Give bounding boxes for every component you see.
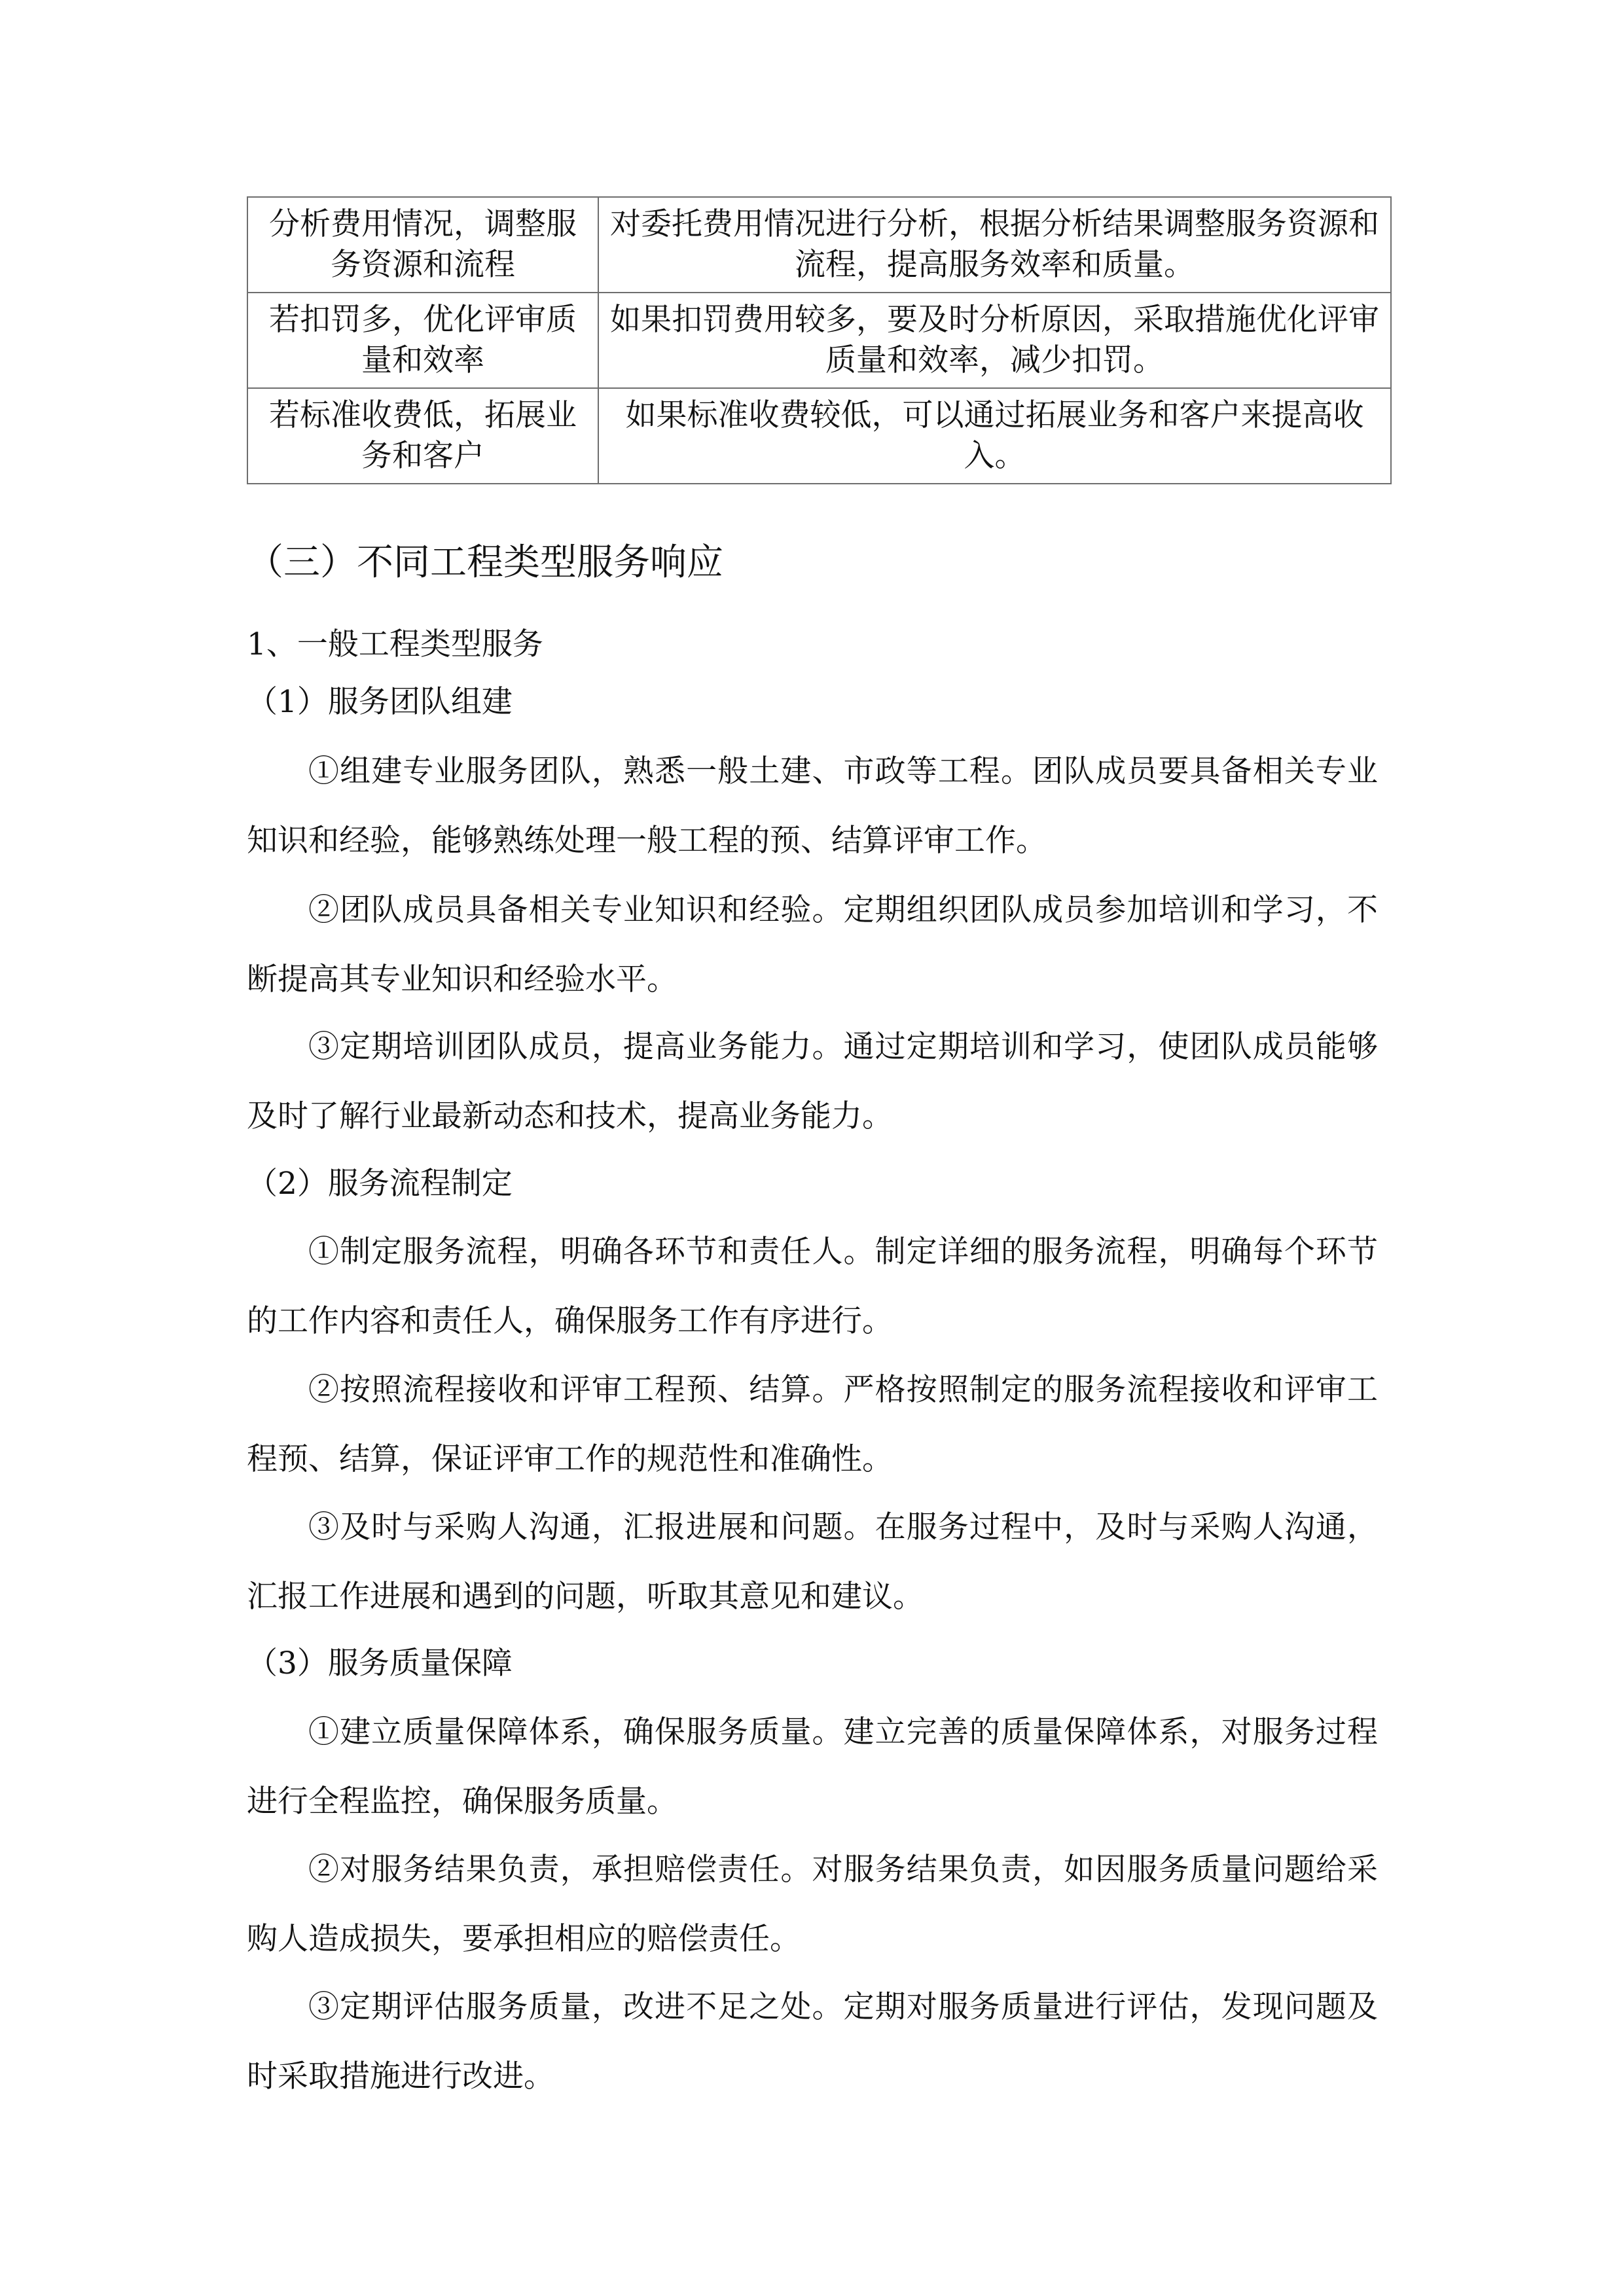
section-title: （三）不同工程类型服务响应 (247, 541, 723, 584)
paragraph: ②对服务结果负责，承担赔偿责任。对服务结果负责，如因服务质量问题给采购人造成损失，要承担相应的赔偿责任。 (247, 1852, 1378, 1957)
group-heading: （2）服务流程制定 (247, 1166, 513, 1202)
table-cell-measure: 若标准收费低，拓展业务和客户 (247, 388, 598, 484)
table-cell-description: 对委托费用情况进行分析，根据分析结果调整服务资源和流程，提高服务效率和质量。 (598, 197, 1391, 293)
group-heading: （3）服务质量保障 (247, 1645, 513, 1681)
paragraph: ①制定服务流程，明确各环节和责任人。制定详细的服务流程，明确每个环节的工作内容和责任人，确保服务工作有序进行。 (247, 1234, 1378, 1339)
table-row (247, 388, 1391, 484)
paragraph: ①建立质量保障体系，确保服务质量。建立完善的质量保障体系，对服务过程进行全程监控，确保服务质量。 (247, 1714, 1378, 1820)
table-cell-description: 如果扣罚费用较多，要及时分析原因，采取措施优化评审质量和效率，减少扣罚。 (598, 293, 1391, 388)
table-cell-description: 如果标准收费较低，可以通过拓展业务和客户来提高收入。 (598, 388, 1391, 484)
table-row (247, 293, 1391, 388)
measures-table (247, 196, 1392, 484)
subsection-title: 1、一般工程类型服务 (247, 626, 543, 662)
table-row (247, 197, 1391, 293)
table-cell-measure: 分析费用情况，调整服务资源和流程 (247, 197, 598, 293)
table-cell-measure: 若扣罚多，优化评审质量和效率 (247, 293, 598, 388)
paragraph: ③及时与采购人沟通，汇报进展和问题。在服务过程中，及时与采购人沟通，汇报工作进展和遇到的问题，听取其意见和建议。 (247, 1509, 1378, 1615)
paragraph: ③定期培训团队成员，提高业务能力。通过定期培训和学习，使团队成员能够及时了解行业最新动态和技术，提高业务能力。 (247, 1029, 1378, 1134)
paragraph: ③定期评估服务质量，改进不足之处。定期对服务质量进行评估，发现问题及时采取措施进行改进。 (247, 1989, 1378, 2094)
paragraph: ①组建专业服务团队，熟悉一般土建、市政等工程。团队成员要具备相关专业知识和经验，能够熟练处理一般工程的预、结算评审工作。 (247, 753, 1378, 859)
paragraph: ②团队成员具备相关专业知识和经验。定期组织团队成员参加培训和学习，不断提高其专业知识和经验水平。 (247, 892, 1378, 997)
paragraph: ②按照流程接收和评审工程预、结算。严格按照制定的服务流程接收和评审工程预、结算，保证评审工作的规范性和准确性。 (247, 1372, 1378, 1477)
group-heading: （1）服务团队组建 (247, 684, 513, 720)
